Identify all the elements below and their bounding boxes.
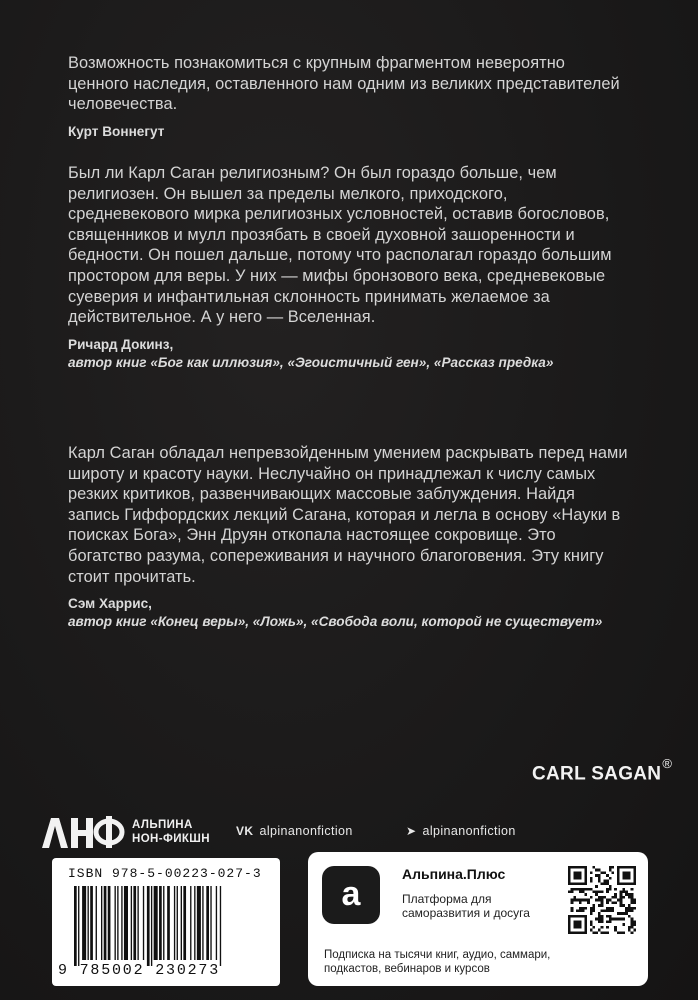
publisher-row (40, 814, 660, 850)
registered-mark: ® (662, 756, 673, 771)
quote-text: Был ли Карл Саган религиозным? Он был гораздо больше, чем религиозен. Он вышел за пределы мелкого, приходского, средневекового мирка религиозных условностей, оставив богословов, священников и мулл прозябать в своей духовной зашоренности и бедности. Он пошел дальше, потому что располагал гораздо большим простором для веры. У них — мифы бронзового века, средневековые суеверия и инфантильная склонность принимать желаемое за действительное. А у него — Вселенная. (68, 164, 612, 327)
carl-sagan-name: CARL SAGAN (532, 763, 662, 785)
quote-credit: автор книг «Бог как иллюзия», «Эгоистичный ген», «Рассказ предка» (68, 354, 554, 370)
barcode-digits: 9 785002 230273 (58, 962, 221, 979)
telegram-icon: ➤ (406, 824, 417, 838)
platform-title: Альпина.Плюс (402, 866, 506, 882)
publisher-logo-icon (40, 814, 126, 850)
quote-text: Карл Саган обладал непревзойденным умением раскрывать перед нами широту и красоту науки. Неслучайно он принадлежал к числу самых резких критиков, развенчивающих массовые заблуждения. Найдя запись Гиффордских лекций Сагана, которая и легла в основу «Науки в поисках Бога», Энн Друян откопала настоящее сокровище. Это богатство разума, сопереживания и научного благоговения. Эту книгу стоит прочитать. (68, 444, 628, 586)
publisher-name-line1: АЛЬПИНА (132, 819, 193, 831)
publisher-name (132, 818, 210, 846)
vk-handle: alpinanonfiction (259, 824, 353, 838)
platform-footer: Подписка на тысячи книг, аудио, саммари, подкастов, вебинаров и курсов (324, 949, 551, 975)
quote-vonnegut (68, 53, 628, 141)
platform-description: Платформа для саморазвития и досуга (402, 892, 530, 920)
quote-author: Сэм Харрис, (68, 596, 152, 612)
quote-credit: автор книг «Конец веры», «Ложь», «Свобода воли, которой не существует» (68, 614, 603, 630)
isbn-barcode-block (52, 858, 280, 986)
quote-harris (68, 443, 628, 631)
publisher-name-line2: НОН-ФИКШН (132, 833, 210, 845)
vk-link[interactable] (236, 824, 353, 838)
barcode-icon (74, 886, 270, 966)
alpina-plus-promo (308, 852, 648, 986)
vk-icon: VK (236, 824, 254, 838)
quote-author: Ричард Докинз, (68, 336, 174, 352)
app-icon-letter: a (341, 875, 361, 913)
quote-dawkins (68, 163, 628, 372)
quote-author: Курт Воннегут (68, 123, 165, 139)
isbn-label: ISBN 978-5-00223-027-3 (68, 866, 262, 881)
telegram-link[interactable] (406, 824, 516, 838)
telegram-handle: alpinanonfiction (422, 824, 516, 838)
alpina-plus-app-icon (322, 866, 380, 924)
quote-text: Возможность познакомиться с крупным фрагментом невероятно ценного наследия, оставленного нам одним из великих представителей человечества. (68, 54, 620, 114)
qr-code-icon[interactable] (568, 866, 636, 934)
carl-sagan-logo (532, 756, 673, 785)
